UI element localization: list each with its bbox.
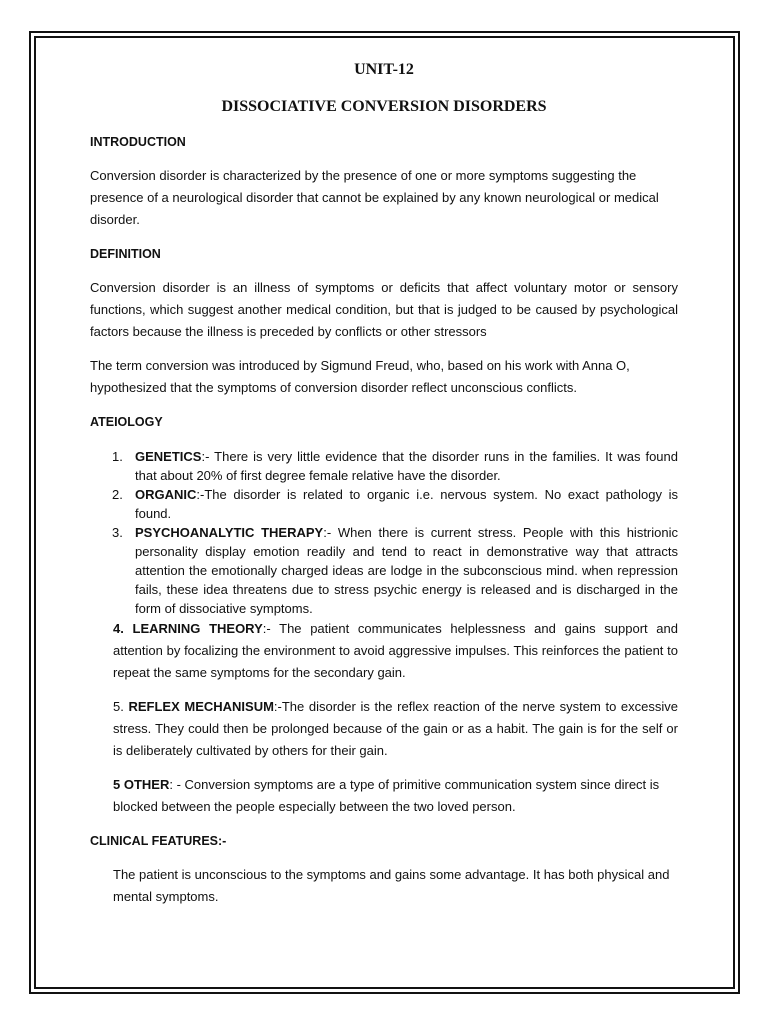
clinical-features-heading-suffix: :- bbox=[218, 834, 227, 848]
introduction-heading: INTRODUCTION bbox=[90, 135, 186, 149]
list-item-term: PSYCHOANALYTIC THERAPY bbox=[135, 525, 324, 540]
reflex-mechanism-number: 5. bbox=[113, 699, 124, 714]
clinical-features-heading bbox=[90, 830, 678, 852]
definition-text-freud: The term conversion was introduced by Sigmund Freud, who, based on his work with Anna O, hypothesized that the symptoms of conversion disorder reflect unconscious conflicts. bbox=[90, 358, 630, 395]
learning-theory-text: :- The patient communicates helplessness and gains support and attention by focalizing the environment to avoid aggressive impulses. This reinforces the patient to repeat the same symptoms for the secondary gain. bbox=[113, 621, 678, 680]
document-title: DISSOCIATIVE CONVERSION DISORDERS bbox=[221, 98, 547, 115]
aetiology-list bbox=[90, 447, 678, 618]
other-term: 5 OTHER bbox=[113, 777, 170, 792]
definition-heading: DEFINITION bbox=[90, 247, 161, 261]
list-item-text: :- When there is current stress. People with this histrionic personality display emotion readily and tend to react in demonstrative way that attracts attention the emotionally charged ideas are lodge in the subconscious mind. when repression fails, these idea threatens due to stress psychic energy is released and is discharged in the form of dissociative symptoms. bbox=[135, 525, 679, 616]
reflex-mechanism-term: REFLEX MECHANISUM bbox=[128, 699, 274, 714]
list-item-number: 2. bbox=[112, 487, 123, 502]
clinical-features-text: The patient is unconscious to the symptoms and gains some advantage. It has both physical and mental symptoms. bbox=[113, 867, 670, 904]
aetiology-heading: ATEIOLOGY bbox=[90, 415, 163, 429]
unit-title: UNIT-12 bbox=[354, 61, 414, 78]
other-paragraph bbox=[90, 774, 678, 818]
list-item-number: 1. bbox=[112, 449, 123, 464]
list-item-text: :-The disorder is related to organic i.e. nervous system. No exact pathology is found. bbox=[135, 487, 678, 521]
definition-text: Conversion disorder is an illness of symptoms or deficits that affect voluntary motor or sensory functions, which suggest another medical condition, but that is judged to be caused by psychological factors because the illness is preceded by conflicts or other stressors bbox=[90, 280, 678, 339]
document-page bbox=[90, 58, 678, 908]
learning-theory-paragraph bbox=[90, 618, 678, 684]
list-item-number: 3. bbox=[112, 525, 123, 540]
reflex-mechanism-text: :-The disorder is the reflex reaction of the nerve system to excessive stress. They could then be prolonged because of the gain or as a habit. The gain is for the self or is deliberately cultivated by others for their gain. bbox=[113, 699, 678, 758]
list-item bbox=[90, 447, 678, 485]
reflex-mechanism-paragraph bbox=[90, 696, 678, 762]
list-item bbox=[90, 523, 678, 618]
list-item bbox=[90, 485, 678, 523]
list-item-text: :- There is very little evidence that the disorder runs in the families. It was found that about 20% of first degree female relative have the disorder. bbox=[135, 449, 678, 483]
learning-theory-term: LEARNING THEORY bbox=[132, 621, 263, 636]
other-text: : - Conversion symptoms are a type of primitive communication system since direct is blocked between the people especially between the two loved person. bbox=[113, 777, 660, 814]
list-item-term: ORGANIC bbox=[135, 487, 197, 502]
list-item-term: GENETICS bbox=[135, 449, 202, 464]
clinical-features-heading-text: CLINICAL FEATURES bbox=[90, 834, 219, 848]
introduction-text: Conversion disorder is characterized by the presence of one or more symptoms suggesting the presence of a neurological disorder that cannot be explained by any known neurological or medical disorder. bbox=[90, 168, 659, 227]
learning-theory-number: 4. bbox=[113, 621, 124, 636]
